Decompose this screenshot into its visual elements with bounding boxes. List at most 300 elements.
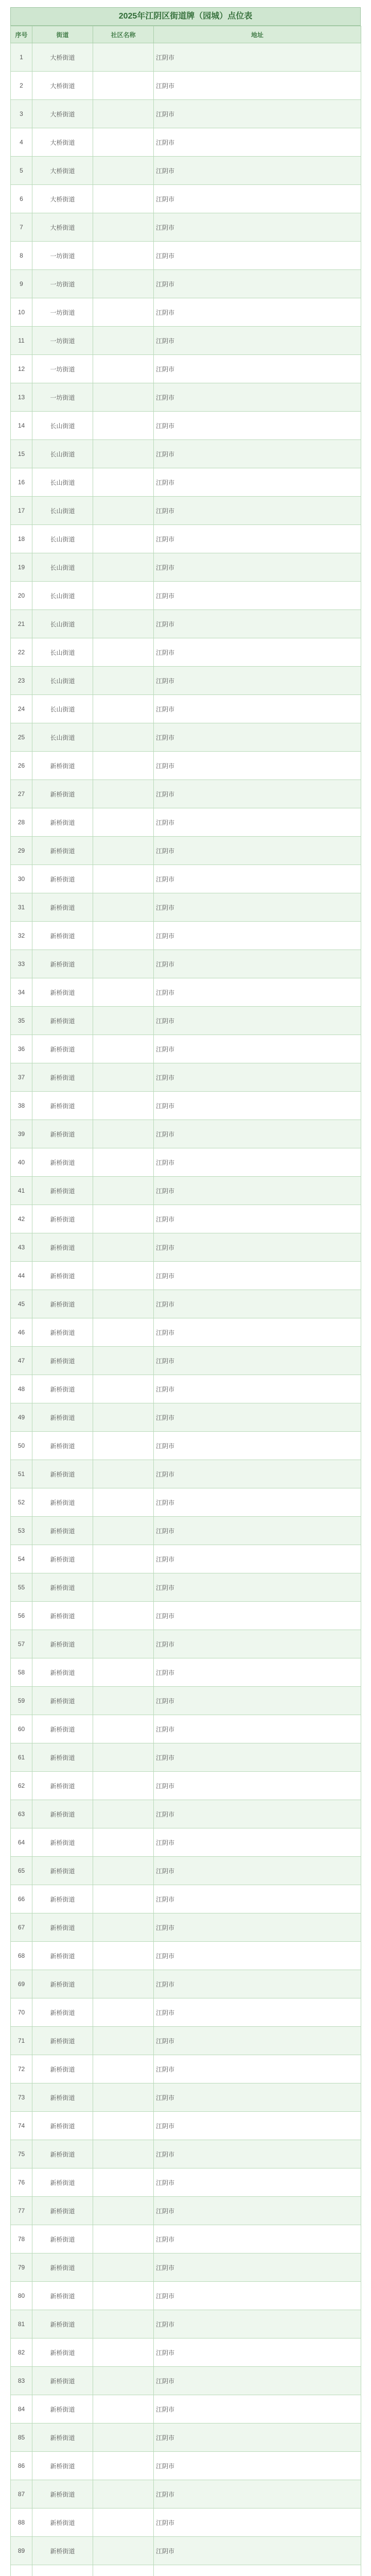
cell-no: 23 bbox=[11, 667, 32, 695]
table-row bbox=[11, 1403, 361, 1432]
cell-no: 59 bbox=[11, 1687, 32, 1715]
cell-community bbox=[93, 1970, 154, 1998]
cell-community bbox=[93, 865, 154, 893]
cell-no: 51 bbox=[11, 1460, 32, 1488]
cell-no: 15 bbox=[11, 440, 32, 468]
table-row bbox=[11, 100, 361, 128]
table-row bbox=[11, 2197, 361, 2225]
cell-street: 长山街道 bbox=[32, 468, 93, 497]
cell-address: 江阴市 bbox=[154, 865, 361, 893]
cell-no: 24 bbox=[11, 695, 32, 723]
cell-address: 江阴市 bbox=[154, 72, 361, 100]
cell-no: 26 bbox=[11, 752, 32, 780]
cell-community bbox=[93, 298, 154, 327]
cell-street: 新桥街道 bbox=[32, 2338, 93, 2367]
cell-address: 江阴市 bbox=[154, 1658, 361, 1687]
cell-address bbox=[154, 2565, 361, 2576]
cell-community bbox=[93, 128, 154, 157]
cell-no: 19 bbox=[11, 553, 32, 582]
cell-community bbox=[93, 2424, 154, 2452]
table-row bbox=[11, 1007, 361, 1035]
cell-no: 56 bbox=[11, 1602, 32, 1630]
cell-address: 江阴市 bbox=[154, 2197, 361, 2225]
table-row bbox=[11, 865, 361, 893]
cell-street: 新桥街道 bbox=[32, 2509, 93, 2537]
cell-no: 71 bbox=[11, 2027, 32, 2055]
cell-community bbox=[93, 270, 154, 298]
cell-street: 新桥街道 bbox=[32, 1857, 93, 1885]
cell-no: 73 bbox=[11, 2083, 32, 2112]
cell-street: 新桥街道 bbox=[32, 1658, 93, 1687]
cell-no: 1 bbox=[11, 43, 32, 72]
cell-street: 新桥街道 bbox=[32, 893, 93, 922]
cell-community bbox=[93, 1347, 154, 1375]
table-row bbox=[11, 412, 361, 440]
cell-no: 49 bbox=[11, 1403, 32, 1432]
cell-no: 66 bbox=[11, 1885, 32, 1913]
cell-street: 新桥街道 bbox=[32, 1148, 93, 1177]
cell-street: 新桥街道 bbox=[32, 2424, 93, 2452]
cell-street: 新桥街道 bbox=[32, 1602, 93, 1630]
cell-street: 大桥街道 bbox=[32, 185, 93, 213]
cell-community bbox=[93, 1913, 154, 1942]
cell-street: 新桥街道 bbox=[32, 950, 93, 978]
table-row bbox=[11, 440, 361, 468]
table-row bbox=[11, 213, 361, 242]
cell-community bbox=[93, 2509, 154, 2537]
cell-address: 江阴市 bbox=[154, 1460, 361, 1488]
table-row bbox=[11, 950, 361, 978]
cell-address: 江阴市 bbox=[154, 893, 361, 922]
table-row bbox=[11, 383, 361, 412]
cell-address: 江阴市 bbox=[154, 298, 361, 327]
cell-address: 江阴市 bbox=[154, 1942, 361, 1970]
cell-street: 新桥街道 bbox=[32, 1772, 93, 1800]
cell-street: 新桥街道 bbox=[32, 1970, 93, 1998]
cell-street: 新桥街道 bbox=[32, 2112, 93, 2140]
cell-address: 江阴市 bbox=[154, 922, 361, 950]
cell-address: 江阴市 bbox=[154, 1205, 361, 1233]
cell-community bbox=[93, 157, 154, 185]
cell-street: 一坊街道 bbox=[32, 298, 93, 327]
table-row bbox=[11, 978, 361, 1007]
cell-address: 江阴市 bbox=[154, 582, 361, 610]
table-row bbox=[11, 752, 361, 780]
cell-address: 江阴市 bbox=[154, 1290, 361, 1318]
cell-no: 68 bbox=[11, 1942, 32, 1970]
cell-address: 江阴市 bbox=[154, 1233, 361, 1262]
table-row bbox=[11, 43, 361, 72]
cell-no: 14 bbox=[11, 412, 32, 440]
cell-no: 74 bbox=[11, 2112, 32, 2140]
cell-street: 新桥街道 bbox=[32, 837, 93, 865]
table-row bbox=[11, 780, 361, 808]
cell-street: 新桥街道 bbox=[32, 2083, 93, 2112]
cell-no: 32 bbox=[11, 922, 32, 950]
cell-community bbox=[93, 185, 154, 213]
cell-community bbox=[93, 1318, 154, 1347]
cell-address: 江阴市 bbox=[154, 2140, 361, 2168]
table-row bbox=[11, 2367, 361, 2395]
cell-street: 新桥街道 bbox=[32, 1687, 93, 1715]
cell-street: 长山街道 bbox=[32, 723, 93, 752]
table-row bbox=[11, 1177, 361, 1205]
cell-street: 新桥街道 bbox=[32, 1517, 93, 1545]
cell-no: 29 bbox=[11, 837, 32, 865]
cell-street: 长山街道 bbox=[32, 582, 93, 610]
table-row bbox=[11, 837, 361, 865]
cell-community bbox=[93, 1630, 154, 1658]
cell-no: 45 bbox=[11, 1290, 32, 1318]
cell-community bbox=[93, 525, 154, 553]
cell-community bbox=[93, 1290, 154, 1318]
cell-community bbox=[93, 1063, 154, 1092]
cell-community bbox=[93, 1828, 154, 1857]
cell-no: 25 bbox=[11, 723, 32, 752]
cell-community bbox=[93, 2083, 154, 2112]
cell-no: 41 bbox=[11, 1177, 32, 1205]
cell-street: 大桥街道 bbox=[32, 100, 93, 128]
table-row bbox=[11, 270, 361, 298]
table-row bbox=[11, 1630, 361, 1658]
table-header bbox=[11, 26, 361, 43]
cell-street: 大桥街道 bbox=[32, 72, 93, 100]
header-no: 序号 bbox=[11, 26, 32, 43]
cell-address: 江阴市 bbox=[154, 2055, 361, 2083]
header-address: 地址 bbox=[154, 26, 361, 43]
cell-no: 9 bbox=[11, 270, 32, 298]
table-row bbox=[11, 355, 361, 383]
cell-address: 江阴市 bbox=[154, 497, 361, 525]
cell-community bbox=[93, 1602, 154, 1630]
table-row bbox=[11, 2480, 361, 2509]
table-row bbox=[11, 1432, 361, 1460]
cell-community bbox=[93, 1148, 154, 1177]
table-row bbox=[11, 497, 361, 525]
cell-no: 47 bbox=[11, 1347, 32, 1375]
cell-street: 新桥街道 bbox=[32, 1828, 93, 1857]
table-row bbox=[11, 1687, 361, 1715]
cell-address: 江阴市 bbox=[154, 1092, 361, 1120]
cell-no: 83 bbox=[11, 2367, 32, 2395]
cell-no: 31 bbox=[11, 893, 32, 922]
cell-address: 江阴市 bbox=[154, 1177, 361, 1205]
table-row bbox=[11, 72, 361, 100]
cell-community bbox=[93, 242, 154, 270]
table-row bbox=[11, 1148, 361, 1177]
table-row bbox=[11, 1998, 361, 2027]
table-row bbox=[11, 525, 361, 553]
cell-address: 江阴市 bbox=[154, 1573, 361, 1602]
cell-street: 长山街道 bbox=[32, 695, 93, 723]
cell-address: 江阴市 bbox=[154, 2480, 361, 2509]
cell-no: 50 bbox=[11, 1432, 32, 1460]
cell-street: 新桥街道 bbox=[32, 2282, 93, 2310]
cell-address: 江阴市 bbox=[154, 695, 361, 723]
cell-community bbox=[93, 1262, 154, 1290]
cell-no: 36 bbox=[11, 1035, 32, 1063]
table-row bbox=[11, 2565, 361, 2576]
cell-no: 4 bbox=[11, 128, 32, 157]
cell-community bbox=[93, 2310, 154, 2338]
table-row bbox=[11, 1205, 361, 1233]
cell-community bbox=[93, 440, 154, 468]
table-row bbox=[11, 1885, 361, 1913]
cell-address: 江阴市 bbox=[154, 2338, 361, 2367]
table-row bbox=[11, 1318, 361, 1347]
cell-street: 新桥街道 bbox=[32, 1573, 93, 1602]
cell-street: 新桥街道 bbox=[32, 780, 93, 808]
cell-no: 72 bbox=[11, 2055, 32, 2083]
table-row bbox=[11, 723, 361, 752]
table-row bbox=[11, 128, 361, 157]
cell-street: 新桥街道 bbox=[32, 2197, 93, 2225]
cell-community bbox=[93, 2253, 154, 2282]
table-row bbox=[11, 1517, 361, 1545]
cell-no: 48 bbox=[11, 1375, 32, 1403]
cell-no: 46 bbox=[11, 1318, 32, 1347]
cell-address: 江阴市 bbox=[154, 355, 361, 383]
cell-address: 江阴市 bbox=[154, 2310, 361, 2338]
cell-community bbox=[93, 497, 154, 525]
cell-address: 江阴市 bbox=[154, 128, 361, 157]
cell-street: 新桥街道 bbox=[32, 1347, 93, 1375]
cell-address: 江阴市 bbox=[154, 1857, 361, 1885]
cell-community bbox=[93, 1942, 154, 1970]
cell-community bbox=[93, 1687, 154, 1715]
cell-no: 34 bbox=[11, 978, 32, 1007]
points-table bbox=[10, 26, 361, 2576]
cell-community bbox=[93, 2140, 154, 2168]
cell-community bbox=[93, 2480, 154, 2509]
cell-community bbox=[93, 1233, 154, 1262]
cell-community bbox=[93, 2367, 154, 2395]
table-row bbox=[11, 1262, 361, 1290]
cell-no: 61 bbox=[11, 1743, 32, 1772]
table-row bbox=[11, 2253, 361, 2282]
table-row bbox=[11, 1573, 361, 1602]
cell-community bbox=[93, 893, 154, 922]
cell-community bbox=[93, 1205, 154, 1233]
cell-community bbox=[93, 2565, 154, 2576]
cell-street: 长山街道 bbox=[32, 525, 93, 553]
cell-address: 江阴市 bbox=[154, 1630, 361, 1658]
cell-address: 江阴市 bbox=[154, 440, 361, 468]
cell-no: 86 bbox=[11, 2452, 32, 2480]
cell-address: 江阴市 bbox=[154, 1828, 361, 1857]
table-row bbox=[11, 1970, 361, 1998]
cell-community bbox=[93, 1857, 154, 1885]
cell-no: 78 bbox=[11, 2225, 32, 2253]
table-row bbox=[11, 2083, 361, 2112]
cell-no: 7 bbox=[11, 213, 32, 242]
cell-address: 江阴市 bbox=[154, 100, 361, 128]
cell-address: 江阴市 bbox=[154, 553, 361, 582]
cell-no: 70 bbox=[11, 1998, 32, 2027]
cell-no: 58 bbox=[11, 1658, 32, 1687]
cell-no: 17 bbox=[11, 497, 32, 525]
table-row bbox=[11, 1942, 361, 1970]
table-row bbox=[11, 1488, 361, 1517]
table-row bbox=[11, 1120, 361, 1148]
cell-address: 江阴市 bbox=[154, 2168, 361, 2197]
cell-address: 江阴市 bbox=[154, 638, 361, 667]
table-row bbox=[11, 2225, 361, 2253]
cell-street: 新桥街道 bbox=[32, 1630, 93, 1658]
cell-community bbox=[93, 2197, 154, 2225]
cell-no: 75 bbox=[11, 2140, 32, 2168]
cell-community bbox=[93, 837, 154, 865]
cell-community bbox=[93, 1092, 154, 1120]
cell-address: 江阴市 bbox=[154, 525, 361, 553]
cell-no: 30 bbox=[11, 865, 32, 893]
table-row bbox=[11, 2282, 361, 2310]
cell-no: 10 bbox=[11, 298, 32, 327]
cell-no: 27 bbox=[11, 780, 32, 808]
cell-no: 67 bbox=[11, 1913, 32, 1942]
cell-address: 江阴市 bbox=[154, 1148, 361, 1177]
table-row bbox=[11, 1092, 361, 1120]
table-row bbox=[11, 1035, 361, 1063]
table-row bbox=[11, 1828, 361, 1857]
table-row bbox=[11, 157, 361, 185]
cell-street: 长山街道 bbox=[32, 440, 93, 468]
cell-no: 39 bbox=[11, 1120, 32, 1148]
cell-address: 江阴市 bbox=[154, 1602, 361, 1630]
table-row bbox=[11, 638, 361, 667]
cell-no: 35 bbox=[11, 1007, 32, 1035]
cell-address: 江阴市 bbox=[154, 327, 361, 355]
cell-street: 新桥街道 bbox=[32, 2253, 93, 2282]
cell-address: 江阴市 bbox=[154, 1432, 361, 1460]
cell-street: 新桥街道 bbox=[32, 2310, 93, 2338]
cell-no: 22 bbox=[11, 638, 32, 667]
table-row bbox=[11, 695, 361, 723]
cell-street: 一坊街道 bbox=[32, 383, 93, 412]
table-row bbox=[11, 2452, 361, 2480]
cell-address: 江阴市 bbox=[154, 2395, 361, 2424]
cell-community bbox=[93, 752, 154, 780]
cell-community bbox=[93, 638, 154, 667]
cell-address: 江阴市 bbox=[154, 2452, 361, 2480]
cell-address: 江阴市 bbox=[154, 1035, 361, 1063]
table-row bbox=[11, 2055, 361, 2083]
cell-street: 新桥街道 bbox=[32, 1007, 93, 1035]
cell-street: 一坊街道 bbox=[32, 327, 93, 355]
cell-street: 新桥街道 bbox=[32, 2055, 93, 2083]
cell-community bbox=[93, 1432, 154, 1460]
cell-street: 新桥街道 bbox=[32, 2140, 93, 2168]
cell-no: 28 bbox=[11, 808, 32, 837]
cell-community bbox=[93, 1177, 154, 1205]
cell-street: 新桥街道 bbox=[32, 1063, 93, 1092]
table-row bbox=[11, 582, 361, 610]
cell-address: 江阴市 bbox=[154, 1063, 361, 1092]
page-title: 2025年江阴区街道牌（园城）点位表 bbox=[10, 7, 361, 26]
cell-community bbox=[93, 2225, 154, 2253]
table-row bbox=[11, 1545, 361, 1573]
table-row bbox=[11, 1715, 361, 1743]
table-row bbox=[11, 185, 361, 213]
cell-street: 长山街道 bbox=[32, 610, 93, 638]
cell-street: 新桥街道 bbox=[32, 865, 93, 893]
cell-no: 37 bbox=[11, 1063, 32, 1092]
cell-address: 江阴市 bbox=[154, 1998, 361, 2027]
table-row bbox=[11, 1375, 361, 1403]
cell-community bbox=[93, 1658, 154, 1687]
cell-address: 江阴市 bbox=[154, 185, 361, 213]
cell-address: 江阴市 bbox=[154, 2537, 361, 2565]
cell-street: 新桥街道 bbox=[32, 808, 93, 837]
cell-street bbox=[32, 2565, 93, 2576]
cell-street: 新桥街道 bbox=[32, 1233, 93, 1262]
cell-street: 新桥街道 bbox=[32, 2537, 93, 2565]
cell-street: 大桥街道 bbox=[32, 128, 93, 157]
table-row bbox=[11, 1233, 361, 1262]
header-street: 街道 bbox=[32, 26, 93, 43]
cell-community bbox=[93, 780, 154, 808]
cell-community bbox=[93, 2027, 154, 2055]
cell-no: 60 bbox=[11, 1715, 32, 1743]
cell-address: 江阴市 bbox=[154, 2027, 361, 2055]
table-row bbox=[11, 1347, 361, 1375]
cell-community bbox=[93, 695, 154, 723]
cell-community bbox=[93, 1007, 154, 1035]
cell-address: 江阴市 bbox=[154, 2112, 361, 2140]
table-row bbox=[11, 1460, 361, 1488]
cell-no: 2 bbox=[11, 72, 32, 100]
cell-no: 6 bbox=[11, 185, 32, 213]
cell-address: 江阴市 bbox=[154, 1687, 361, 1715]
cell-community bbox=[93, 1035, 154, 1063]
cell-street: 新桥街道 bbox=[32, 1913, 93, 1942]
cell-street: 新桥街道 bbox=[32, 1800, 93, 1828]
cell-address: 江阴市 bbox=[154, 2367, 361, 2395]
cell-community bbox=[93, 978, 154, 1007]
cell-address: 江阴市 bbox=[154, 1375, 361, 1403]
cell-no: 3 bbox=[11, 100, 32, 128]
cell-street: 大桥街道 bbox=[32, 157, 93, 185]
cell-address: 江阴市 bbox=[154, 1120, 361, 1148]
cell-address: 江阴市 bbox=[154, 1743, 361, 1772]
table-row bbox=[11, 1063, 361, 1092]
table-row bbox=[11, 808, 361, 837]
cell-no: 80 bbox=[11, 2282, 32, 2310]
cell-street: 新桥街道 bbox=[32, 1375, 93, 1403]
table-row bbox=[11, 468, 361, 497]
cell-street: 新桥街道 bbox=[32, 2168, 93, 2197]
cell-community bbox=[93, 2452, 154, 2480]
cell-address: 江阴市 bbox=[154, 1772, 361, 1800]
table-row bbox=[11, 2395, 361, 2424]
table-row bbox=[11, 1857, 361, 1885]
cell-address: 江阴市 bbox=[154, 2424, 361, 2452]
cell-address: 江阴市 bbox=[154, 1318, 361, 1347]
cell-address: 江阴市 bbox=[154, 1913, 361, 1942]
cell-community bbox=[93, 1772, 154, 1800]
cell-no: 11 bbox=[11, 327, 32, 355]
cell-street: 大桥街道 bbox=[32, 213, 93, 242]
cell-no: 77 bbox=[11, 2197, 32, 2225]
cell-address: 江阴市 bbox=[154, 808, 361, 837]
cell-community bbox=[93, 2055, 154, 2083]
cell-community bbox=[93, 1885, 154, 1913]
cell-no: 62 bbox=[11, 1772, 32, 1800]
cell-no: 33 bbox=[11, 950, 32, 978]
table-row bbox=[11, 1658, 361, 1687]
table-row bbox=[11, 922, 361, 950]
cell-street: 新桥街道 bbox=[32, 2225, 93, 2253]
